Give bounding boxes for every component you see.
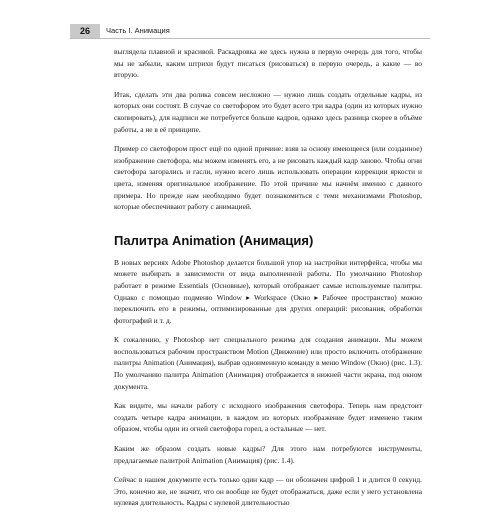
part-title: Часть I. Анимация bbox=[106, 26, 170, 35]
section-heading: Палитра Animation (Анимация) bbox=[114, 232, 314, 248]
paragraph: Пример со светофором прост ещё по одной причине: взяв за основу имеющееся (или созданное) изображение светофора, мы можем изменять его, а не рисовать каждый кадр заново. Чтобы огни светофора загорались и гасли, нужно всего лишь использовать операции коррекции яркости и цвета, изменяя оригинальное изображение. По этой причине мы начнём именно с данного примера. Но прежде нам необходимо будет познакомиться с теми механизмами Photoshop, которые обеспечивают работу с анимацией. bbox=[114, 144, 422, 212]
paragraph: В новых версиях Adobe Photoshop делается большой упор на настройки интерфейса, чтобы мы можете выбирать в зависимости от вида выполненной работы. По умолчанию Photoshop работает в режиме Essentials (Основные), который отображает самые используемые палитры. Однако с помощью подменю Window ▸ Workspace (Окно ▸ Рабочее пространство) можно переключить его в режимы, оптимизированные для других операций: рисования, обработки фотографий и т. д. bbox=[114, 257, 422, 325]
paragraph: Итак, сделать эти два ролика совсем несложно — нужно лишь создать отдельные кадры, из которых они состоят. В случае со светофором это будет всего три кадра (один из которых нужно скопировать), для надписи же потребуется больше кадров, однако здесь разница скорее в объёме работы, а не в её принципе. bbox=[114, 89, 422, 134]
paragraph: Как видите, мы начали работу с исходного изображения светофора. Теперь нам предстоит создать четыре кадра анимации, в каждом из которых изображение будет изменено таким образом, чтобы один из огней светофора горел, а остальные — нет. bbox=[114, 401, 422, 434]
header-rule bbox=[70, 38, 430, 39]
paragraph: выглядела плавной и красивой. Раскадровка же здесь нужна в первую очередь для того, чтобы мы не забыли, каким штрихи будут писаться (рисоваться) в первую очередь, а какие — во вторую. bbox=[114, 47, 422, 80]
page-body bbox=[114, 46, 422, 517]
paragraph: Каким же образом создать новые кадры? Для этого нам потребуются инструменты, предлагаемые палитрой Animation (Анимация) (рис. 1.4). bbox=[114, 444, 422, 465]
paragraph: К сожалению, у Photoshop нет специального режима для создания анимации. Мы можем воспользоваться рабочим пространством Motion (Движение) или просто включить отображение палитры Animation (Анимация), выбрав одноименную команду в меню Window (Окно) (рис. 1.3). По умолчанию палитра Animation (Анимация) отображается в нижней части экрана, под окном документа. bbox=[114, 335, 422, 391]
page-number: 26 bbox=[70, 24, 100, 38]
paragraph: Сейчас в нашем документе есть только один кадр — он обозначен цифрой 1 и длится 0 секунд. Это, конечно же, не значит, что он вообще не будет отображаться, даже если у него установлена нулевая длительность. Кадры с нулевой длительностью bbox=[114, 475, 422, 508]
